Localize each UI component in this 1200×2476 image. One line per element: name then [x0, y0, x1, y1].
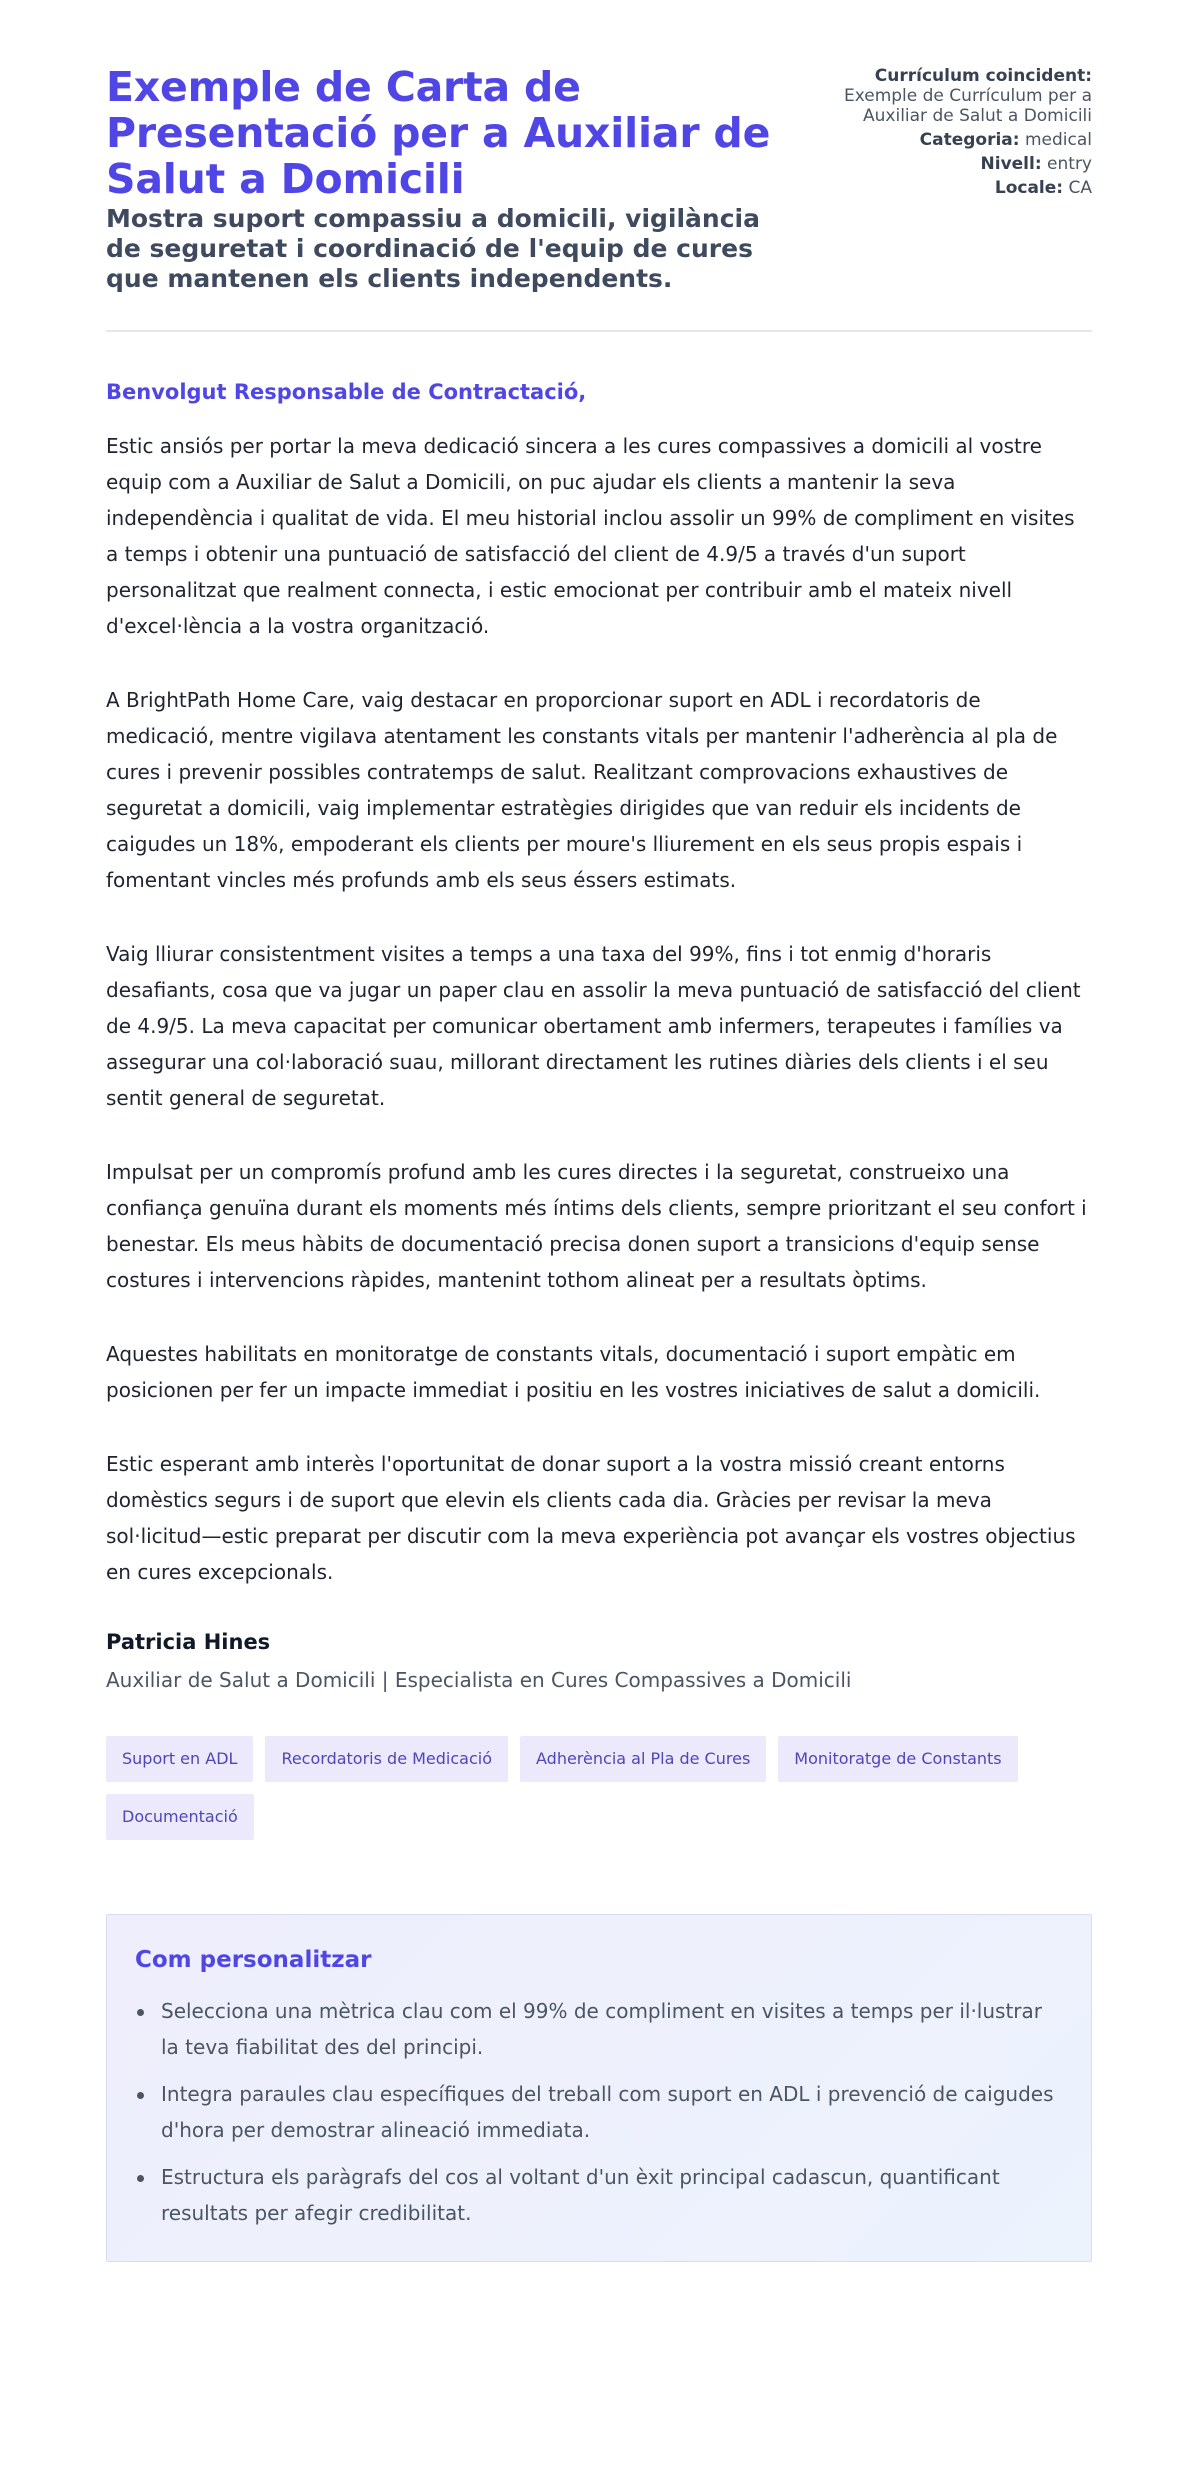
header-titles — [106, 64, 786, 294]
tip-text: Selecciona una mètrica clau com el 99% de compliment en visites a temps per il·lustrar la teva fiabilitat des del principi. — [161, 1999, 1042, 2059]
customization-tips-box — [106, 1914, 1092, 2262]
skill-tag: Recordatoris de Medicació — [265, 1736, 508, 1782]
skill-tags — [106, 1736, 1092, 1840]
bullet-icon — [137, 2092, 144, 2099]
tips-list — [135, 1993, 1063, 2231]
meta-locale-value: CA — [1068, 178, 1092, 198]
letter-paragraph: Aquestes habilitats en monitoratge de constants vitals, documentació i suport empàtic em posicionen per fer un impacte immediat i positiu en les vostres iniciatives de salut a domicili. — [106, 1342, 1041, 1402]
meta-level — [832, 154, 1092, 174]
tips-title: Com personalitzar — [135, 1947, 372, 1973]
signature-name: Patricia Hines — [106, 1630, 271, 1654]
metadata-panel — [832, 64, 1092, 202]
cover-letter-page — [106, 0, 1092, 2262]
meta-category-label: Categoria: — [919, 130, 1020, 150]
skill-tag: Monitoratge de Constants — [778, 1736, 1017, 1782]
tip-text: Integra paraules clau específiques del treball com suport en ADL i prevenció de caigudes d'hora per demostrar alineació immediata. — [161, 2082, 1054, 2142]
meta-category-value: medical — [1024, 130, 1092, 150]
letter-paragraph: A BrightPath Home Care, vaig destacar en proporcionar suport en ADL i recordatoris de medicació, mentre vigilava atentament les constants vitals per mantenir l'adherència al pla de cures i prevenir possibles contratemps de salut. Realitzant comprovacions exhaustives de seguretat a domicili, vaig implementar estratègies dirigides que van reduir els incidents de caigudes un 18%, empoderant els clients per moure's lliurement en els seus propis espais i fomentant vincles més profunds amb els seus éssers estimats. — [106, 688, 1058, 892]
letter-paragraph: Estic ansiós per portar la meva dedicació sincera a les cures compassives a domicili al vostre equip com a Auxiliar de Salut a Domicili, on puc ajudar els clients a mantenir la seva independència i qualitat de vida. El meu historial inclou assolir un 99% de compliment en visites a temps i obtenir una puntuació de satisfacció del client de 4.9/5 a través d'un suport personalitzat que realment connecta, i estic emocionat per contribuir amb el mateix nivell d'excel·lència a la vostra organització. — [106, 434, 1075, 638]
letter-paragraph: Vaig lliurar consistentment visites a temps a una taxa del 99%, fins i tot enmig d'horaris desafiants, cosa que va jugar un paper clau en assolir la meva puntuació de satisfacció del client de 4.9/5. La meva capacitat per comunicar obertament amb infermers, terapeutes i famílies va assegurar una col·laboració suau, millorant directament les rutines diàries dels clients i el seu sentit general de seguretat. — [106, 942, 1081, 1110]
tip-item — [135, 2076, 1063, 2148]
letter-paragraph: Impulsat per un compromís profund amb les cures directes i la seguretat, construeixo una confiança genuïna durant els moments més íntims dels clients, sempre prioritzant el seu confort i benestar. Els meus hàbits de documentació precisa donen suport a transicions d'equip sense costures i intervencions ràpides, mantenint tothom alineat per a resultats òptims. — [106, 1160, 1087, 1292]
page-subtitle: Mostra suport compassiu a domicili, vigilància de seguretat i coordinació de l'equip de cures que mantenen els clients independents. — [106, 204, 760, 293]
page-header — [106, 0, 1092, 294]
tip-item — [135, 2159, 1063, 2231]
meta-matched-resume-label: Currículum coincident: — [874, 66, 1092, 86]
skill-tag: Adherència al Pla de Cures — [520, 1736, 766, 1782]
tip-item — [135, 1993, 1063, 2065]
meta-locale-label: Locale: — [994, 178, 1064, 198]
letter-body — [106, 428, 1092, 1590]
header-divider — [106, 330, 1092, 332]
meta-level-label: Nivell: — [980, 154, 1042, 174]
meta-category — [832, 130, 1092, 150]
bullet-icon — [137, 2009, 144, 2016]
signature-title: Auxiliar de Salut a Domicili | Especialista en Cures Compassives a Domicili — [106, 1668, 852, 1692]
page-title: Exemple de Carta de Presentació per a Auxiliar de Salut a Domicili — [106, 63, 771, 203]
skill-tag: Suport en ADL — [106, 1736, 253, 1782]
skill-tag: Documentació — [106, 1794, 254, 1840]
meta-level-value: entry — [1047, 154, 1092, 174]
meta-matched-resume-value: Exemple de Currículum per a Auxiliar de Salut a Domicili — [843, 86, 1092, 126]
bullet-icon — [137, 2175, 144, 2182]
letter-paragraph: Estic esperant amb interès l'oportunitat de donar suport a la vostra missió creant entorns domèstics segurs i de suport que elevin els clients cada dia. Gràcies per revisar la meva sol·licitud—estic preparat per discutir com la meva experiència pot avançar els vostres objectius en cures excepcionals. — [106, 1452, 1076, 1584]
letter-greeting: Benvolgut Responsable de Contractació, — [106, 380, 587, 404]
tip-text: Estructura els paràgrafs del cos al voltant d'un èxit principal cadascun, quantificant resultats per afegir credibilitat. — [161, 2165, 1000, 2225]
meta-matched-resume — [832, 66, 1092, 126]
meta-locale — [832, 178, 1092, 198]
